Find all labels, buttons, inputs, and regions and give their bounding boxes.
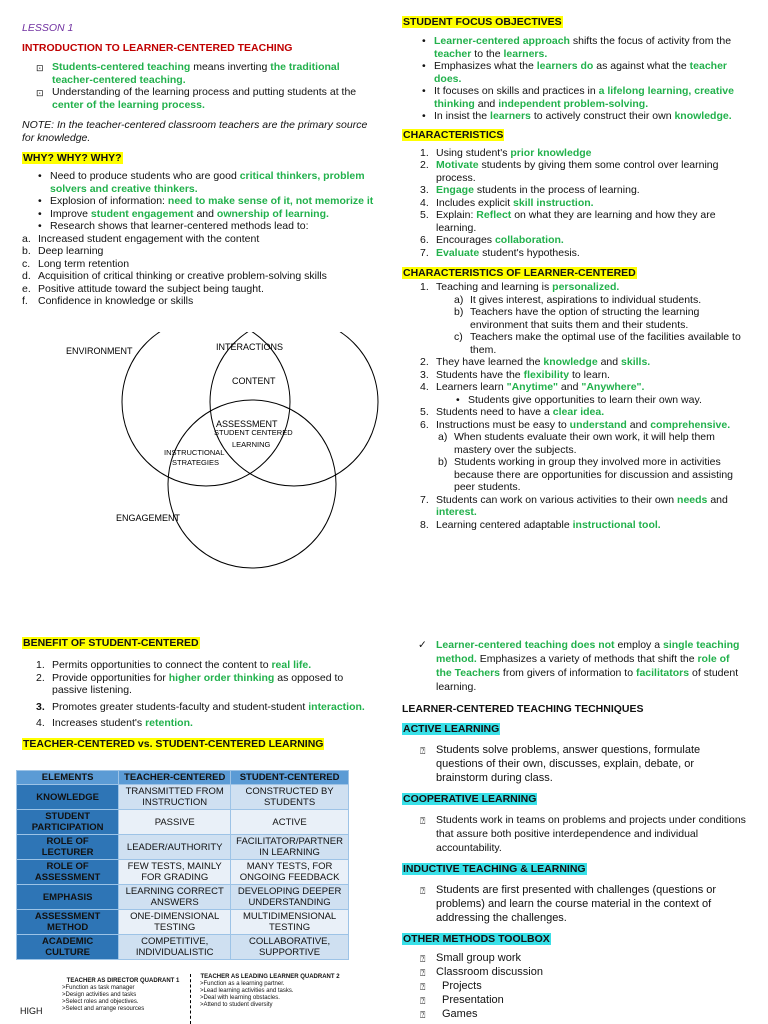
list-item: >Deal with learning obstacles. [200,995,280,1001]
list-item: >Function as task manager [62,985,135,991]
quadrant-2 [200,974,340,1009]
list-item: 3. Engage students in the process of learning. [420,184,640,196]
comparison-table [16,770,349,960]
checkbox-icon: ⊡ [36,88,44,98]
list-item: 3. Promotes greater students-faculty and student-student interaction. [36,700,365,713]
list-item: 8. Learning centered adaptable instructional tool. [420,518,661,531]
venn-label-student-centered: STUDENT CENTERED [214,428,293,437]
table-row: ASSESSMENT METHOD ONE-DIMENSIONAL TESTING MULTIDIMENSIONAL TESTING [17,910,349,935]
right-top [402,16,748,531]
lct-note: ✓ Learner-centered teaching does not employ a single teaching method. Emphasizes a variety of methods that shift the role of the Teachers from givers of information to facilitators of student learning. [418,639,740,693]
checkbox-icon: ⍰ [420,886,426,896]
list-item: ⍰ Projects [420,980,482,992]
coop-title: COOPERATIVE LEARNING [403,793,537,805]
list-item: 4. Includes explicit skill instruction. [420,196,594,209]
list-item: 6. Encourages collaboration. [420,234,564,246]
list-item: ⊡ Understanding of the learning process and putting students at the center of the learning process. [36,86,357,111]
list-item: d. Acquisition of critical thinking or creative problem-solving skills [22,270,327,282]
table-row: EMPHASIS LEARNING CORRECT ANSWERS DEVELOPING DEEPER UNDERSTANDING [17,885,349,910]
venn-label-strategies: STRATEGIES [172,458,219,467]
quadrant-divider [190,974,191,1024]
active-title: ACTIVE LEARNING [403,723,500,735]
list-item: 7. Students can work on various activities to their own needs and interest. [420,493,728,518]
table-row: ROLE OF ASSESSMENT FEW TESTS, MAINLY FOR GRADING MANY TESTS, FOR ONGOING FEEDBACK [17,860,349,885]
inductive-list [420,883,748,925]
list-item: >Lead learning activities and tasks. [200,988,294,994]
list-item: f. Confidence in knowledge or skills [22,295,194,307]
list-item: 4. Learners learn "Anytime" and "Anywhere". [420,381,645,393]
list-item: >Function as a learning partner. [200,981,285,987]
focus-title: STUDENT FOCUS OBJECTIVES [403,16,562,28]
venn-label-learning: LEARNING [232,440,271,449]
list-item: 1. Using student's prior knowledge [420,146,592,159]
checkbox-icon: ⍰ [420,982,426,992]
list-item: ⍰ Students solve problems, answer questions, formulate questions of their own, discusses, explain, debate, or brainstorm during class. [420,744,701,784]
table-row: STUDENT PARTICIPATION PASSIVE ACTIVE [17,810,349,835]
intro-title: INTRODUCTION TO LEARNER-CENTERED TEACHING [22,42,293,54]
list-item: • Explosion of information: need to make sense of it, not memorize it [36,195,374,208]
list-item: 2. Provide opportunities for higher order thinking as opposed to passive listening. [36,671,344,696]
checkbox-icon: ⍰ [420,816,426,826]
char-lc-list-3 [420,406,748,431]
intro-list [36,61,374,111]
benefit-title: BENEFIT OF STUDENT-CENTERED [23,637,199,649]
list-item: 6. Instructions must be easy to understand and comprehensive. [420,418,731,431]
left-bottom [22,637,374,750]
checkbox-icon: ⊡ [36,63,44,73]
left-top [22,22,374,308]
active-list [420,743,748,785]
char-lc-sub1 [454,294,748,357]
vs-title: TEACHER-CENTERED vs. STUDENT-CENTERED LEARNING [23,737,324,750]
table-header: STUDENT-CENTERED [231,771,349,785]
list-item: • It focuses on skills and practices in a lifelong learning, creative thinking and independent problem-solving. [420,85,748,110]
toolbox-title: OTHER METHODS TOOLBOX [403,933,550,945]
checkbox-icon: ⍰ [420,746,426,756]
list-item: a) When students evaluate their own work, it will help them mastery over the subjects. [438,431,715,456]
table-header-row [17,771,349,785]
characteristics-title: CHARACTERISTICS [403,128,504,141]
table-row: KNOWLEDGE TRANSMITTED FROM INSTRUCTION CONSTRUCTED BY STUDENTS [17,785,349,810]
why-list [36,170,374,233]
char-lc-sub6 [438,431,748,494]
checkbox-icon: ⍰ [420,968,426,978]
list-item: a) It gives interest, aspirations to individual students. [454,293,702,306]
why-lettered [22,233,374,308]
list-item: • Students give opportunities to learn their own way. [454,394,748,407]
characteristics-list [420,147,748,260]
list-item: ⊡ Students-centered teaching means inverting the traditional teacher-centered teaching. [36,61,340,86]
list-item: 2. Motivate students by giving them some control over learning process. [420,159,719,184]
table-row: ROLE OF LECTURER LEADER/AUTHORITY FACILITATOR/PARTNER IN LEARNING [17,835,349,860]
venn-diagram [60,332,390,582]
table-row: ACADEMIC CULTURE COMPETITIVE, INDIVIDUALISTIC COLLABORATIVE, SUPPORTIVE [17,935,349,960]
list-item: >Select and arrange resources [62,1006,145,1012]
check-icon: ✓ [418,639,427,651]
list-item: ⍰ Students work in teams on problems and projects under conditions that assure both positive interdependence and individual accountability. [420,814,746,854]
venn-label-environment: ENVIRONMENT [66,346,133,356]
lct-title: LEARNER-CENTERED TEACHING TECHNIQUES [402,703,644,715]
list-item: 5. Explain: Reflect on what they are learning and how they are learning. [420,209,716,234]
list-item: b) Teachers have the option of structing the learning environment that suits them and their students. [454,306,700,331]
list-item: b) Students working in group they involved more in activities because there are opportunities for discussion and assisting peer students. [438,456,733,493]
list-item: >Design activities and tasks [62,992,137,998]
quadrant-1 [62,978,184,1013]
quadrants [18,972,348,1024]
list-item: e. Positive attitude toward the subject being taught. [22,282,264,295]
checkbox-icon: ⍰ [420,996,426,1006]
lesson-label: LESSON 1 [22,22,74,34]
char-lc-list-4 [420,494,748,532]
table-header: TEACHER-CENTERED [119,771,231,785]
note-text: NOTE: In the teacher-centered classroom teachers are the primary source for knowledge. [22,119,368,144]
venn-label-engagement: ENGAGEMENT [116,513,181,523]
why-title: WHY? WHY? WHY? [23,152,122,164]
list-item: ⍰ Games [420,1008,478,1020]
char-lc-title: CHARACTERISTICS OF LEARNER-CENTERED [403,267,636,279]
list-item: 4. Increases student's retention. [36,717,193,729]
venn-label-content: CONTENT [232,376,276,386]
checkbox-icon: ⍰ [420,1010,426,1020]
list-item: >Attend to student diversity [200,1002,273,1008]
list-item: 1. Permits opportunities to connect the content to real life. [36,659,312,671]
quadrant-high-label: HIGH [20,1006,43,1016]
toolbox-list [420,951,748,1021]
list-item: • Need to produce students who are good critical thinkers, problem solvers and creative thinkers. [36,170,374,195]
list-item: c. Long term retention [22,257,130,270]
list-item: • Improve student engagement and ownership of learning. [36,208,374,221]
list-item: ⍰ Small group work [420,952,521,964]
char-lc-sub4 [454,394,748,407]
venn-label-instructional: INSTRUCTIONAL [164,448,225,457]
quadrant-1-title: TEACHER AS DIRECTOR QUADRANT 1 [66,978,180,984]
venn-label-interactions: INTERACTIONS [216,342,284,352]
list-item: ⍰ Students are first presented with challenges (questions or problems) and learn the course material in the context of addressing the challenges. [420,884,717,924]
venn-label-assessment: ASSESSMENT [216,419,278,429]
right-bottom [402,638,748,1021]
inductive-title: INDUCTIVE TEACHING & LEARNING [403,863,586,875]
list-item: 7. Evaluate student's hypothesis. [420,246,580,259]
coop-list [420,813,748,855]
list-item: • Research shows that learner-centered methods lead to: [36,220,374,233]
benefit-list [36,659,374,730]
list-item: ⍰ Presentation [420,994,504,1006]
list-item: 1. Teaching and learning is personalized. [420,281,620,293]
table-header: ELEMENTS [17,771,119,785]
list-item: 3. Students have the flexibility to learn. [420,368,610,381]
venn-circle-interactions [210,332,378,486]
checkbox-icon: ⍰ [420,954,426,964]
quadrant-2-title: TEACHER AS LEADING LEARNER QUADRANT 2 [200,974,340,980]
char-lc-list [420,281,748,294]
list-item: • In insist the learners to actively construct their own knowledge. [420,110,748,123]
list-item: 5. Students need to have a clear idea. [420,406,605,418]
list-item: • Emphasizes what the learners do as against what the teacher does. [420,60,748,85]
list-item: a. Increased student engagement with the content [22,232,260,245]
list-item: c) Teachers make the optimal use of the facilities available to them. [454,331,741,356]
list-item: • Learner-centered approach shifts the focus of activity from the teacher to the learners. [420,35,748,60]
list-item: >Select roles and objectives. [62,999,139,1005]
list-item: ⍰ Classroom discussion [420,966,543,978]
list-item: b. Deep learning [22,245,104,257]
char-lc-list-2 [420,356,748,394]
list-item: 2. They have learned the knowledge and skills. [420,356,651,368]
focus-list [420,35,748,123]
